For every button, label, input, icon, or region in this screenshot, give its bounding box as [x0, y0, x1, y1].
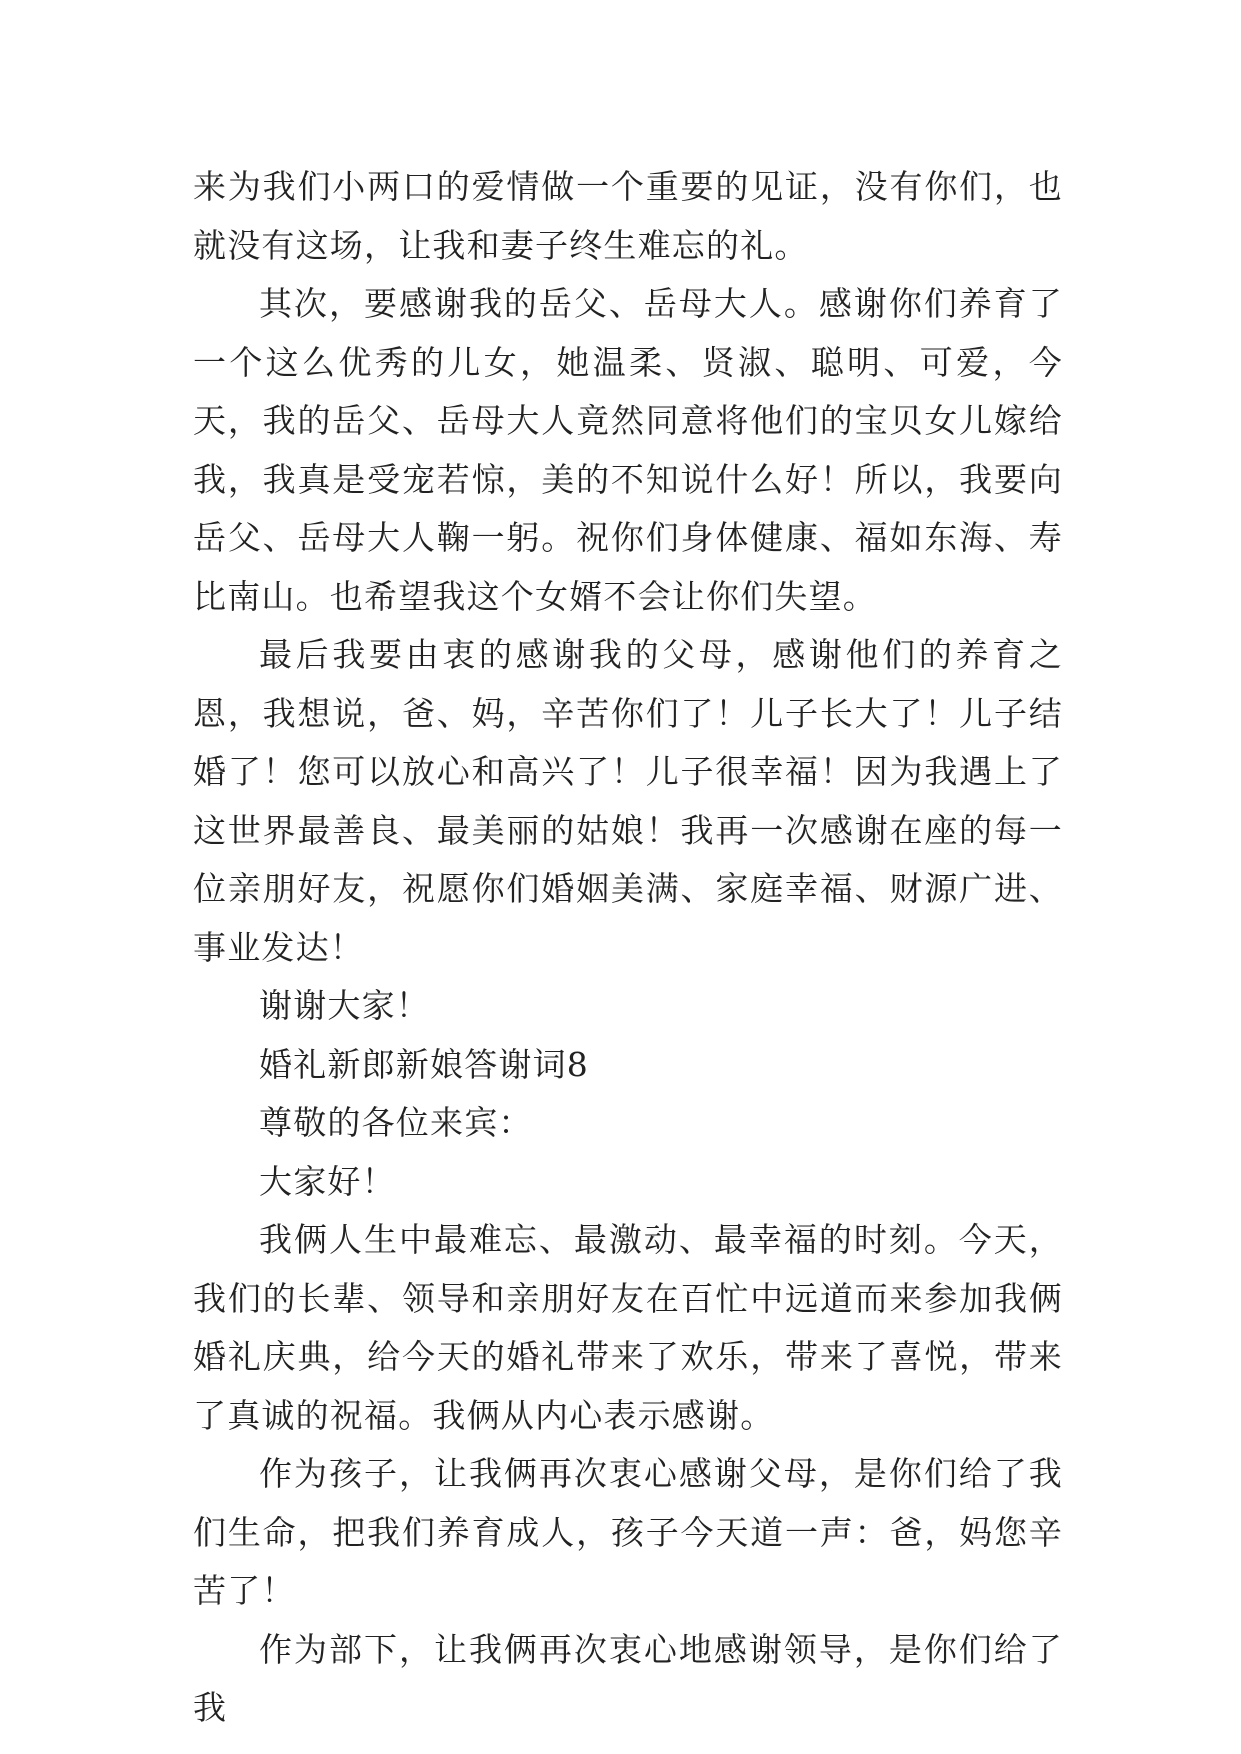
paragraph-10: 作为部下，让我俩再次衷心地感谢领导，是你们给了我	[193, 1629, 1063, 1727]
paragraph-3: 最后我要由衷的感谢我的父母，感谢他们的养育之恩，我想说，爸、妈，辛苦你们了！儿子长大了！儿子结婚了！您可以放心和高兴了！儿子很幸福！因为我遇上了这世界最善良、最美丽的姑娘！我再一次感谢在座的每一位亲朋好友，祝愿你们婚姻美满、家庭幸福、财源广进、事业发达！	[193, 635, 1063, 967]
paragraph-1: 来为我们小两口的爱情做一个重要的见证，没有你们，也就没有这场，让我和妻子终生难忘的礼。	[193, 167, 1063, 265]
paragraph-9: 作为孩子，让我俩再次衷心感谢父母，是你们给了我们生命，把我们养育成人，孩子今天道一声：爸，妈您辛苦了！	[193, 1454, 1063, 1610]
document-body	[193, 158, 1063, 1738]
salutation: 尊敬的各位来宾：	[259, 1103, 533, 1142]
paragraph-2: 其次，要感谢我的岳父、岳母大人。感谢你们养育了一个这么优秀的儿女，她温柔、贤淑、聪明、可爱，今天，我的岳父、岳母大人竟然同意将他们的宝贝女儿嫁给我，我真是受宠若惊，美的不知说什么好！所以，我要向岳父、岳母大人鞠一躬。祝你们身体健康、福如东海、寿比南山。也希望我这个女婿不会让你们失望。	[193, 284, 1063, 616]
section-heading: 婚礼新郎新娘答谢词8	[259, 1044, 589, 1084]
paragraph-8: 我俩人生中最难忘、最激动、最幸福的时刻。今天，我们的长辈、领导和亲朋好友在百忙中远道而来参加我俩婚礼庆典，给今天的婚礼带来了欢乐，带来了喜悦，带来了真诚的祝福。我俩从内心表示感谢。	[193, 1220, 1063, 1435]
paragraph-4: 谢谢大家！	[259, 986, 430, 1025]
greeting: 大家好！	[259, 1161, 396, 1201]
